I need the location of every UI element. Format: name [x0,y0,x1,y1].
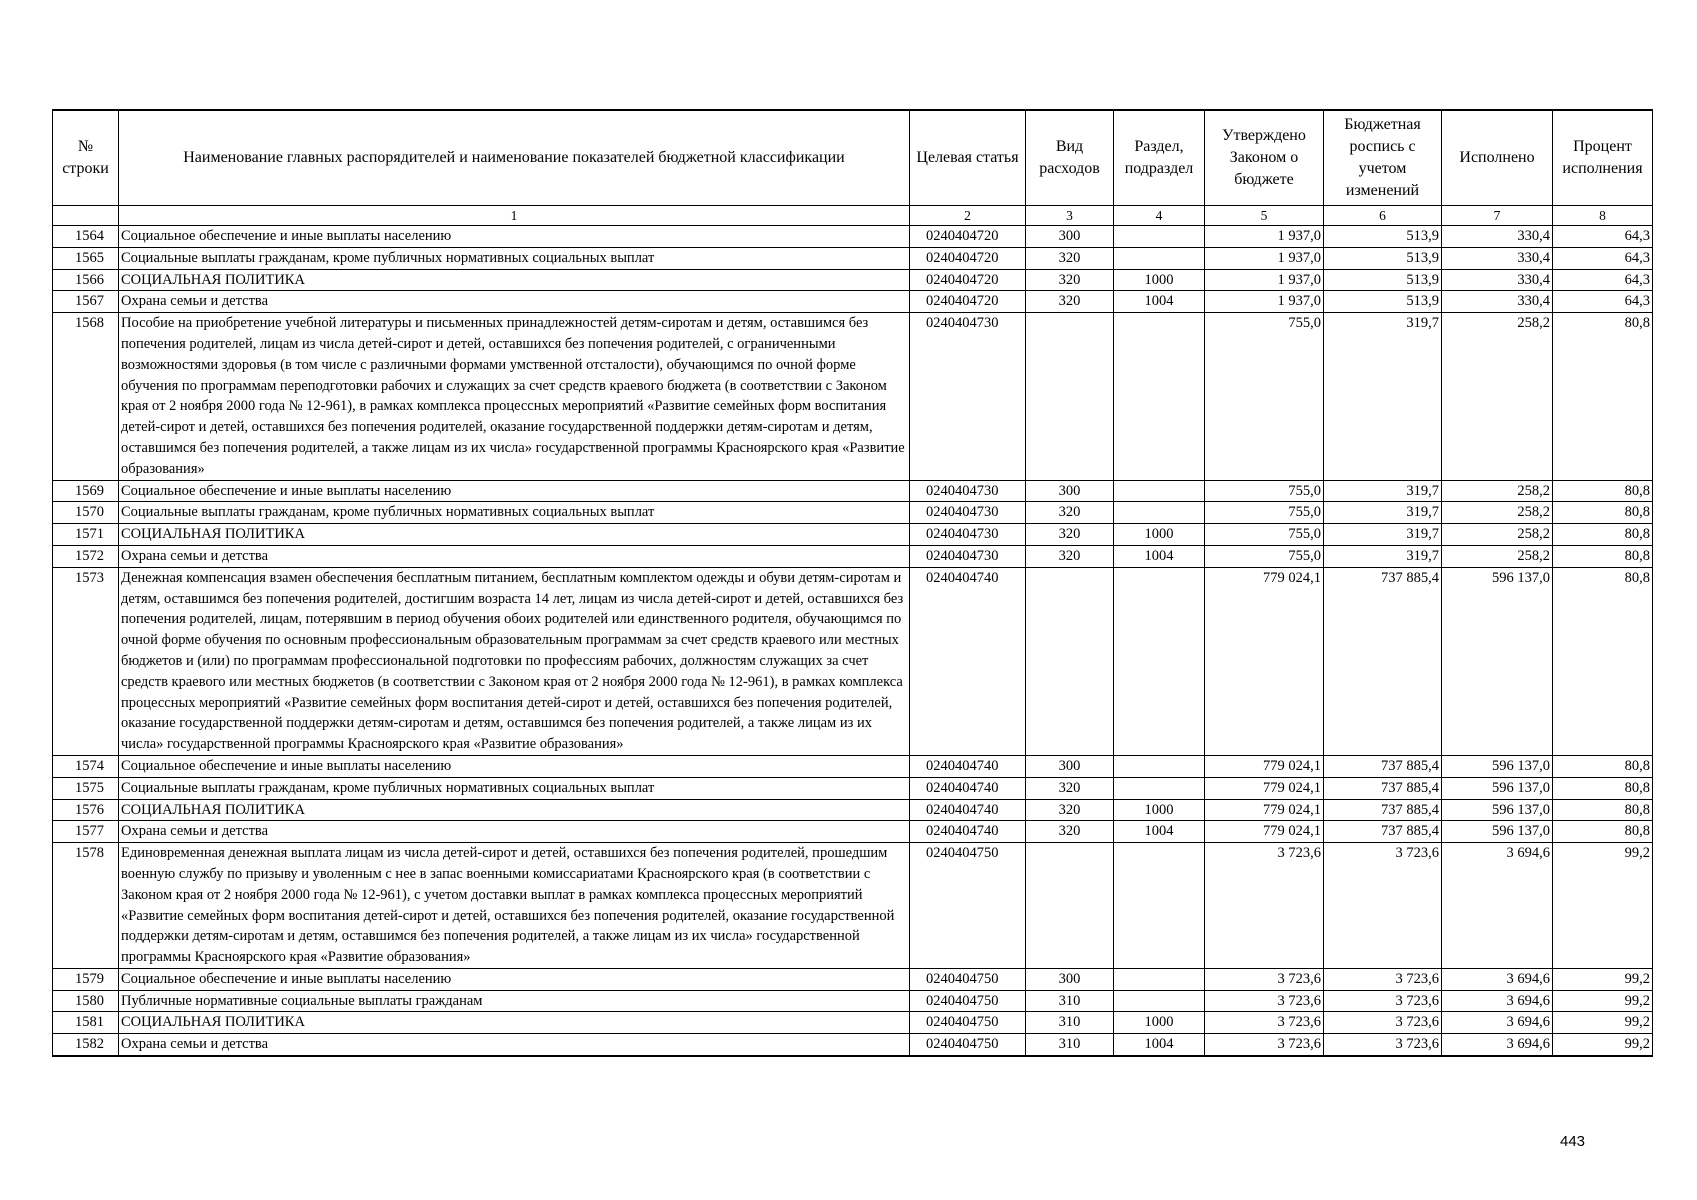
target-article-cell: 0240404730 [910,480,1026,502]
target-article-cell: 0240404720 [910,247,1026,269]
executed-amount-cell: 330,4 [1442,226,1553,248]
percent-cell: 64,3 [1553,291,1653,313]
table-row [53,777,1653,799]
row-number-cell: 1570 [53,502,119,524]
approved-amount-cell: 779 024,1 [1205,755,1324,777]
header-budget-schedule: Бюджетная роспись с учетом изменений [1324,110,1442,206]
section-cell [1114,502,1205,524]
target-article-cell: 0240404720 [910,269,1026,291]
row-number-cell: 1569 [53,480,119,502]
approved-amount-cell: 755,0 [1205,480,1324,502]
budget-amount-cell: 513,9 [1324,226,1442,248]
budget-amount-cell: 737 885,4 [1324,777,1442,799]
target-article-cell: 0240404740 [910,777,1026,799]
expense-type-cell: 300 [1026,968,1114,990]
percent-cell: 99,2 [1553,990,1653,1012]
section-cell [1114,313,1205,480]
budget-amount-cell: 319,7 [1324,502,1442,524]
expense-type-cell: 320 [1026,291,1114,313]
target-article-cell: 0240404730 [910,313,1026,480]
executed-amount-cell: 3 694,6 [1442,843,1553,969]
row-number-cell: 1578 [53,843,119,969]
column-index: 3 [1026,206,1114,226]
expense-type-cell: 320 [1026,545,1114,567]
table-row [53,567,1653,755]
budget-amount-cell: 3 723,6 [1324,843,1442,969]
table-row [53,968,1653,990]
table-row [53,226,1653,248]
row-number-cell: 1573 [53,567,119,755]
target-article-cell: 0240404730 [910,524,1026,546]
executed-amount-cell: 258,2 [1442,545,1553,567]
row-name-cell: Социальное обеспечение и иные выплаты населению [119,755,910,777]
executed-amount-cell: 596 137,0 [1442,755,1553,777]
row-name-cell: Публичные нормативные социальные выплаты гражданам [119,990,910,1012]
expense-type-cell: 320 [1026,821,1114,843]
executed-amount-cell: 3 694,6 [1442,968,1553,990]
expense-type-cell [1026,313,1114,480]
section-cell [1114,755,1205,777]
target-article-cell: 0240404720 [910,291,1026,313]
table-row [53,799,1653,821]
expense-type-cell: 320 [1026,777,1114,799]
executed-amount-cell: 3 694,6 [1442,1034,1553,1056]
section-cell: 1000 [1114,1012,1205,1034]
percent-cell: 99,2 [1553,968,1653,990]
budget-execution-table [52,109,1653,1057]
executed-amount-cell: 330,4 [1442,247,1553,269]
table-row [53,247,1653,269]
percent-cell: 99,2 [1553,1012,1653,1034]
row-name-cell: Социальные выплаты гражданам, кроме публичных нормативных социальных выплат [119,777,910,799]
executed-amount-cell: 330,4 [1442,269,1553,291]
target-article-cell: 0240404750 [910,990,1026,1012]
section-cell: 1000 [1114,269,1205,291]
percent-cell: 99,2 [1553,843,1653,969]
section-cell [1114,480,1205,502]
row-name-cell: Охрана семьи и детства [119,291,910,313]
executed-amount-cell: 596 137,0 [1442,799,1553,821]
table-row [53,502,1653,524]
table-row [53,291,1653,313]
expense-type-cell: 310 [1026,990,1114,1012]
approved-amount-cell: 1 937,0 [1205,247,1324,269]
expense-type-cell: 300 [1026,755,1114,777]
expense-type-cell: 320 [1026,799,1114,821]
target-article-cell: 0240404740 [910,567,1026,755]
budget-amount-cell: 319,7 [1324,545,1442,567]
executed-amount-cell: 258,2 [1442,480,1553,502]
percent-cell: 80,8 [1553,502,1653,524]
row-name-cell: Денежная компенсация взамен обеспечения бесплатным питанием, бесплатным комплектом одежды и обуви детям-сиротам и детям, оставшимся без попечения родителей, достигшим возраста 14 лет, лицам из числа детей-сирот и детей, оставшихся без попечения родителей, лицам, потерявшим в период обучения обоих родителей или единственного родителя, обучающимся по очной форме обучения по основным профессиональным образовательным программам за счет средств краевого или местных бюджетов и (или) по программам профессиональной подготовки по профессиям рабочих, должностям служащих за счет средств краевого или местных бюджетов (в соответствии с Законом края от 2 ноября 2000 года № 12-961), в рамках комплекса процессных мероприятий «Развитие семейных форм воспитания детей-сирот и детей, оставшихся без попечения родителей, оказание государственной поддержки детям-сиротам и детям, оставшимся без попечения родителей, а также лицам из их числа» государственной программы Красноярского края «Развитие образования» [119,567,910,755]
percent-cell: 80,8 [1553,524,1653,546]
budget-amount-cell: 737 885,4 [1324,799,1442,821]
expense-type-cell: 310 [1026,1034,1114,1056]
row-name-cell: Социальное обеспечение и иные выплаты населению [119,226,910,248]
budget-amount-cell: 319,7 [1324,313,1442,480]
table-row [53,1034,1653,1056]
expense-type-cell: 300 [1026,480,1114,502]
percent-cell: 80,8 [1553,755,1653,777]
approved-amount-cell: 755,0 [1205,545,1324,567]
expense-type-cell: 320 [1026,502,1114,524]
approved-amount-cell: 755,0 [1205,313,1324,480]
budget-amount-cell: 319,7 [1324,524,1442,546]
budget-amount-cell: 513,9 [1324,291,1442,313]
header-executed: Исполнено [1442,110,1553,206]
column-index: 4 [1114,206,1205,226]
approved-amount-cell: 1 937,0 [1205,226,1324,248]
row-name-cell: Социальное обеспечение и иные выплаты населению [119,968,910,990]
target-article-cell: 0240404750 [910,1012,1026,1034]
table-row [53,545,1653,567]
row-number-cell: 1580 [53,990,119,1012]
approved-amount-cell: 779 024,1 [1205,567,1324,755]
table-row [53,821,1653,843]
row-name-cell: СОЦИАЛЬНАЯ ПОЛИТИКА [119,799,910,821]
executed-amount-cell: 330,4 [1442,291,1553,313]
section-cell [1114,567,1205,755]
percent-cell: 99,2 [1553,1034,1653,1056]
expense-type-cell: 320 [1026,247,1114,269]
section-cell [1114,990,1205,1012]
approved-amount-cell: 3 723,6 [1205,990,1324,1012]
budget-amount-cell: 3 723,6 [1324,1012,1442,1034]
row-number-cell: 1579 [53,968,119,990]
column-index-blank [53,206,119,226]
percent-cell: 80,8 [1553,821,1653,843]
row-number-cell: 1577 [53,821,119,843]
section-cell: 1004 [1114,1034,1205,1056]
row-number-cell: 1582 [53,1034,119,1056]
section-cell: 1000 [1114,799,1205,821]
approved-amount-cell: 3 723,6 [1205,1012,1324,1034]
row-number-cell: 1576 [53,799,119,821]
table-row [53,755,1653,777]
row-number-cell: 1574 [53,755,119,777]
header-percent: Процент исполнения [1553,110,1653,206]
budget-amount-cell: 513,9 [1324,269,1442,291]
row-name-cell: Социальные выплаты гражданам, кроме публичных нормативных социальных выплат [119,502,910,524]
approved-amount-cell: 755,0 [1205,524,1324,546]
section-cell [1114,968,1205,990]
executed-amount-cell: 3 694,6 [1442,1012,1553,1034]
target-article-cell: 0240404740 [910,799,1026,821]
target-article-cell: 0240404750 [910,968,1026,990]
header-section: Раздел, подраздел [1114,110,1205,206]
table-row [53,1012,1653,1034]
expense-type-cell [1026,567,1114,755]
expense-type-cell: 310 [1026,1012,1114,1034]
table-row [53,269,1653,291]
section-cell [1114,777,1205,799]
target-article-cell: 0240404720 [910,226,1026,248]
row-number-cell: 1571 [53,524,119,546]
percent-cell: 80,8 [1553,313,1653,480]
table-row [53,313,1653,480]
table-body [53,226,1653,1057]
approved-amount-cell: 1 937,0 [1205,291,1324,313]
table-header [53,110,1653,226]
percent-cell: 64,3 [1553,226,1653,248]
row-name-cell: Единовременная денежная выплата лицам из числа детей-сирот и детей, оставшихся без попечения родителей, прошедшим военную службу по призыву и уволенным с нее в запас военными комиссариатами Красноярского края (в соответствии с Законом края от 2 ноября 2000 года № 12-961), с учетом доставки выплат в рамках комплекса процессных мероприятий «Развитие семейных форм воспитания детей-сирот и детей, оставшихся без попечения родителей, оказание государственной поддержки детям-сиротам и детям, оставшимся без попечения родителей, а также лицам из их числа» государственной программы Красноярского края «Развитие образования» [119,843,910,969]
approved-amount-cell: 3 723,6 [1205,1034,1324,1056]
column-index: 5 [1205,206,1324,226]
page-number: 443 [1560,1133,1586,1150]
table-row [53,990,1653,1012]
approved-amount-cell: 779 024,1 [1205,777,1324,799]
row-name-cell: Пособие на приобретение учебной литературы и письменных принадлежностей детям-сиротам и детям, оставшимся без попечения родителей, лицам из числа детей-сирот и детей, оставшихся без попечения родителей, с ограниченными возможностями здоровья (в том числе с различными формами умственной отсталости), обучающимся по очной форме обучения по программам переподготовки рабочих и служащих за счет средств краевого бюджета (в соответствии с Законом края от 2 ноября 2000 года № 12-961), в рамках комплекса процессных мероприятий «Развитие семейных форм воспитания детей-сирот и детей, оставшихся без попечения родителей, оказание государственной поддержки детям-сиротам и детям, оставшимся без попечения родителей, а также лицам из их числа» государственной программы Красноярского края «Развитие образования» [119,313,910,480]
section-cell: 1004 [1114,291,1205,313]
table-row [53,524,1653,546]
budget-amount-cell: 3 723,6 [1324,968,1442,990]
budget-amount-cell: 737 885,4 [1324,755,1442,777]
expense-type-cell: 320 [1026,524,1114,546]
section-cell: 1000 [1114,524,1205,546]
section-cell [1114,226,1205,248]
header-target-article: Целевая статья [910,110,1026,206]
target-article-cell: 0240404750 [910,1034,1026,1056]
row-number-cell: 1567 [53,291,119,313]
table-row [53,843,1653,969]
row-name-cell: Охрана семьи и детства [119,545,910,567]
row-name-cell: Социальное обеспечение и иные выплаты населению [119,480,910,502]
executed-amount-cell: 258,2 [1442,313,1553,480]
budget-amount-cell: 737 885,4 [1324,821,1442,843]
row-number-cell: 1568 [53,313,119,480]
row-name-cell: СОЦИАЛЬНАЯ ПОЛИТИКА [119,269,910,291]
budget-amount-cell: 513,9 [1324,247,1442,269]
target-article-cell: 0240404750 [910,843,1026,969]
row-name-cell: Социальные выплаты гражданам, кроме публичных нормативных социальных выплат [119,247,910,269]
target-article-cell: 0240404740 [910,755,1026,777]
approved-amount-cell: 755,0 [1205,502,1324,524]
percent-cell: 64,3 [1553,269,1653,291]
header-approved: Утверждено Законом о бюджете [1205,110,1324,206]
executed-amount-cell: 596 137,0 [1442,567,1553,755]
section-cell [1114,843,1205,969]
expense-type-cell: 300 [1026,226,1114,248]
header-row-no: № строки [53,110,119,206]
percent-cell: 80,8 [1553,567,1653,755]
executed-amount-cell: 596 137,0 [1442,777,1553,799]
executed-amount-cell: 3 694,6 [1442,990,1553,1012]
expense-type-cell [1026,843,1114,969]
percent-cell: 80,8 [1553,799,1653,821]
approved-amount-cell: 779 024,1 [1205,799,1324,821]
percent-cell: 80,8 [1553,545,1653,567]
budget-amount-cell: 319,7 [1324,480,1442,502]
executed-amount-cell: 258,2 [1442,524,1553,546]
row-number-cell: 1564 [53,226,119,248]
column-index: 2 [910,206,1026,226]
approved-amount-cell: 3 723,6 [1205,968,1324,990]
column-index: 1 [119,206,910,226]
column-index: 8 [1553,206,1653,226]
section-cell [1114,247,1205,269]
row-name-cell: Охрана семьи и детства [119,821,910,843]
table-row [53,480,1653,502]
percent-cell: 64,3 [1553,247,1653,269]
target-article-cell: 0240404740 [910,821,1026,843]
target-article-cell: 0240404730 [910,502,1026,524]
budget-amount-cell: 737 885,4 [1324,567,1442,755]
executed-amount-cell: 596 137,0 [1442,821,1553,843]
row-number-cell: 1581 [53,1012,119,1034]
row-number-cell: 1575 [53,777,119,799]
target-article-cell: 0240404730 [910,545,1026,567]
row-number-cell: 1565 [53,247,119,269]
executed-amount-cell: 258,2 [1442,502,1553,524]
approved-amount-cell: 779 024,1 [1205,821,1324,843]
row-name-cell: СОЦИАЛЬНАЯ ПОЛИТИКА [119,1012,910,1034]
budget-amount-cell: 3 723,6 [1324,1034,1442,1056]
percent-cell: 80,8 [1553,777,1653,799]
approved-amount-cell: 1 937,0 [1205,269,1324,291]
row-name-cell: Охрана семьи и детства [119,1034,910,1056]
section-cell: 1004 [1114,821,1205,843]
row-number-cell: 1572 [53,545,119,567]
column-index: 6 [1324,206,1442,226]
approved-amount-cell: 3 723,6 [1205,843,1324,969]
row-name-cell: СОЦИАЛЬНАЯ ПОЛИТИКА [119,524,910,546]
row-number-cell: 1566 [53,269,119,291]
header-name: Наименование главных распорядителей и наименование показателей бюджетной классификации [119,110,910,206]
section-cell: 1004 [1114,545,1205,567]
column-index-row [53,206,1653,226]
budget-amount-cell: 3 723,6 [1324,990,1442,1012]
column-index: 7 [1442,206,1553,226]
header-expense-type: Вид расходов [1026,110,1114,206]
expense-type-cell: 320 [1026,269,1114,291]
percent-cell: 80,8 [1553,480,1653,502]
